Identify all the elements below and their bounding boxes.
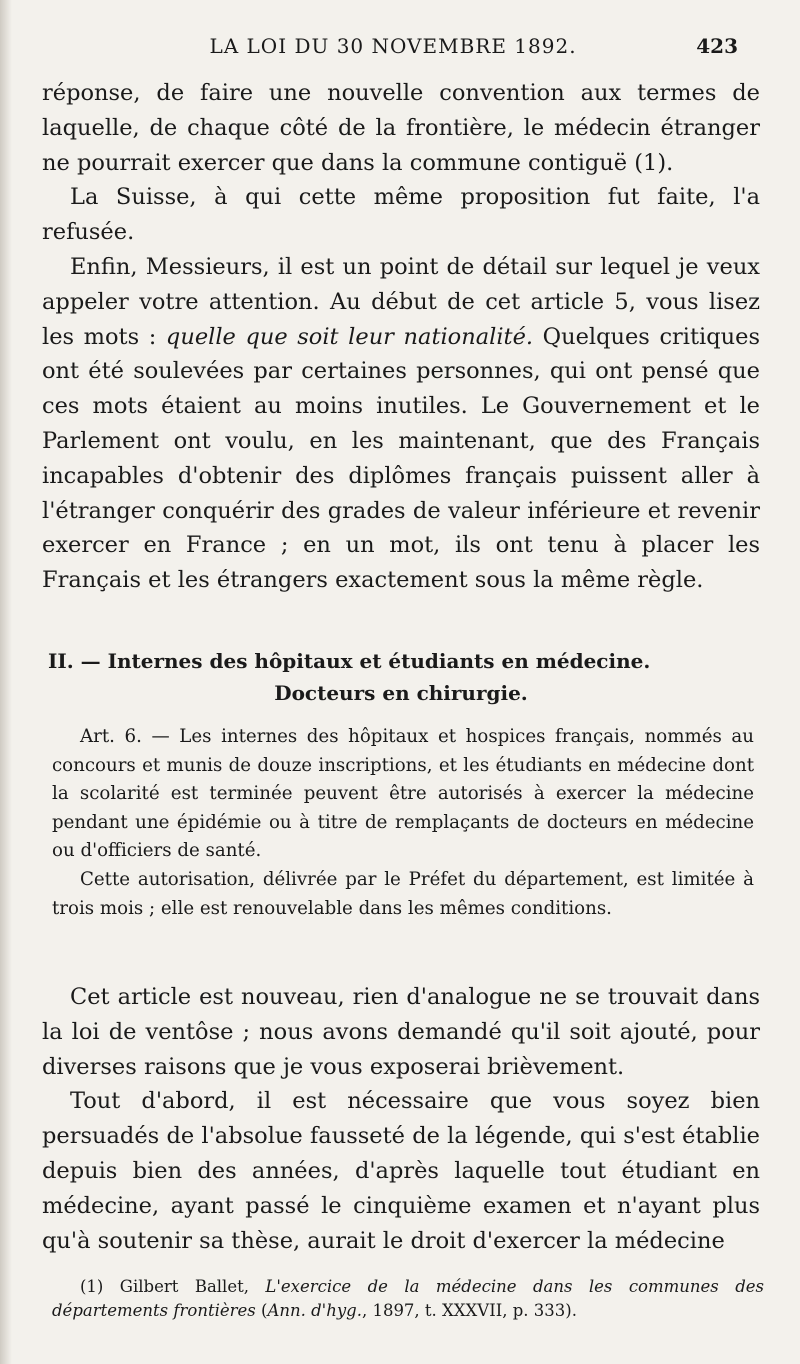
footnote-title: L'exercice de la médecine dans les communes des départements frontières <box>52 1277 764 1320</box>
paragraph-tout-abord: Tout d'abord, il est nécessaire que vous soyez bien persuadés de l'absolue fausseté de la légende, qui s'est établie depuis bien des années, d'après laquelle tout étudiant en médecine, ayant passé le cinquième examen et n'ayant plus qu'à soutenir sa thèse, aurait le droit d'exercer la médecine <box>42 1088 760 1254</box>
paragraph-suisse: La Suisse, à qui cette même proposition fut faite, l'a refusée. <box>42 184 760 246</box>
paragraph-enfin <box>42 250 760 598</box>
page-binding-shadow <box>0 0 12 1364</box>
running-header <box>48 34 738 64</box>
body-text-bottom <box>42 980 760 1258</box>
footnote-open-paren: ( <box>255 1301 268 1320</box>
article-6-paragraph: Art. 6. — Les internes des hôpitaux et hospices français, nommés au concours et munis de douze inscriptions, et les étudiants en médecine dont la scolarité est terminée peuvent être autorisés à exercer la médecine pendant une épidémie ou à titre de remplaçants de docteurs en médecine ou d'officiers de santé. <box>52 726 754 862</box>
footnote-text <box>52 1275 764 1323</box>
footnote <box>52 1275 764 1323</box>
paragraph-nouveau: Cet article est nouveau, rien d'analogue ne se trouvait dans la loi de ventôse ; nous avons demandé qu'il soit ajouté, pour diverses raisons que je vous exposerai brièvement. <box>42 984 760 1080</box>
section-heading-line1: II. — Internes des hôpitaux et étudiants en médecine. <box>48 649 651 673</box>
section-heading-line2: Docteurs en chirurgie. <box>274 681 528 705</box>
footnote-tail: , 1897, t. XXXVII, p. 333). <box>361 1301 577 1320</box>
paragraph-response: réponse, de faire une nouvelle convention aux termes de laquelle, de chaque côté de la frontière, le médecin étranger ne pourrait exercer que dans la commune contiguë (1). <box>42 80 760 176</box>
footnote-journal: Ann. d'hyg. <box>267 1301 362 1320</box>
italic-quote: quelle que soit leur nationalité. <box>165 323 534 350</box>
article-text <box>52 723 754 923</box>
body-text-top <box>42 76 760 598</box>
section-heading <box>48 645 754 709</box>
article-authorisation-paragraph: Cette autorisation, délivrée par le Préfet du département, est limitée à trois mois ; elle est renouvelable dans les mêmes conditions. <box>52 868 754 919</box>
page-number: 423 <box>696 34 738 58</box>
footnote-marker: (1) Gilbert Ballet, <box>80 1277 266 1296</box>
paragraph-enfin-end: Quelques critiques ont été soulevées par certaines personnes, qui ont pensé que ces mots étaient au moins inutiles. Le Gouvernement et le Parlement ont voulu, en les maintenant, que des Français incapables d'obtenir des diplômes français puissent aller à l'étranger conquérir des grades de valeur inférieure et revenir exercer en France ; en un mot, ils ont tenu à placer les Français et les étrangers exactement sous la même règle. <box>42 323 760 594</box>
paragraph-enfin-start: Enfin, Messieurs, il est un point de détail sur lequel je veux appeler votre attention. Au début de cet article 5, vous lisez les mots : <box>42 253 760 350</box>
running-title: LA LOI DU 30 NOVEMBRE 1892. <box>209 34 577 58</box>
